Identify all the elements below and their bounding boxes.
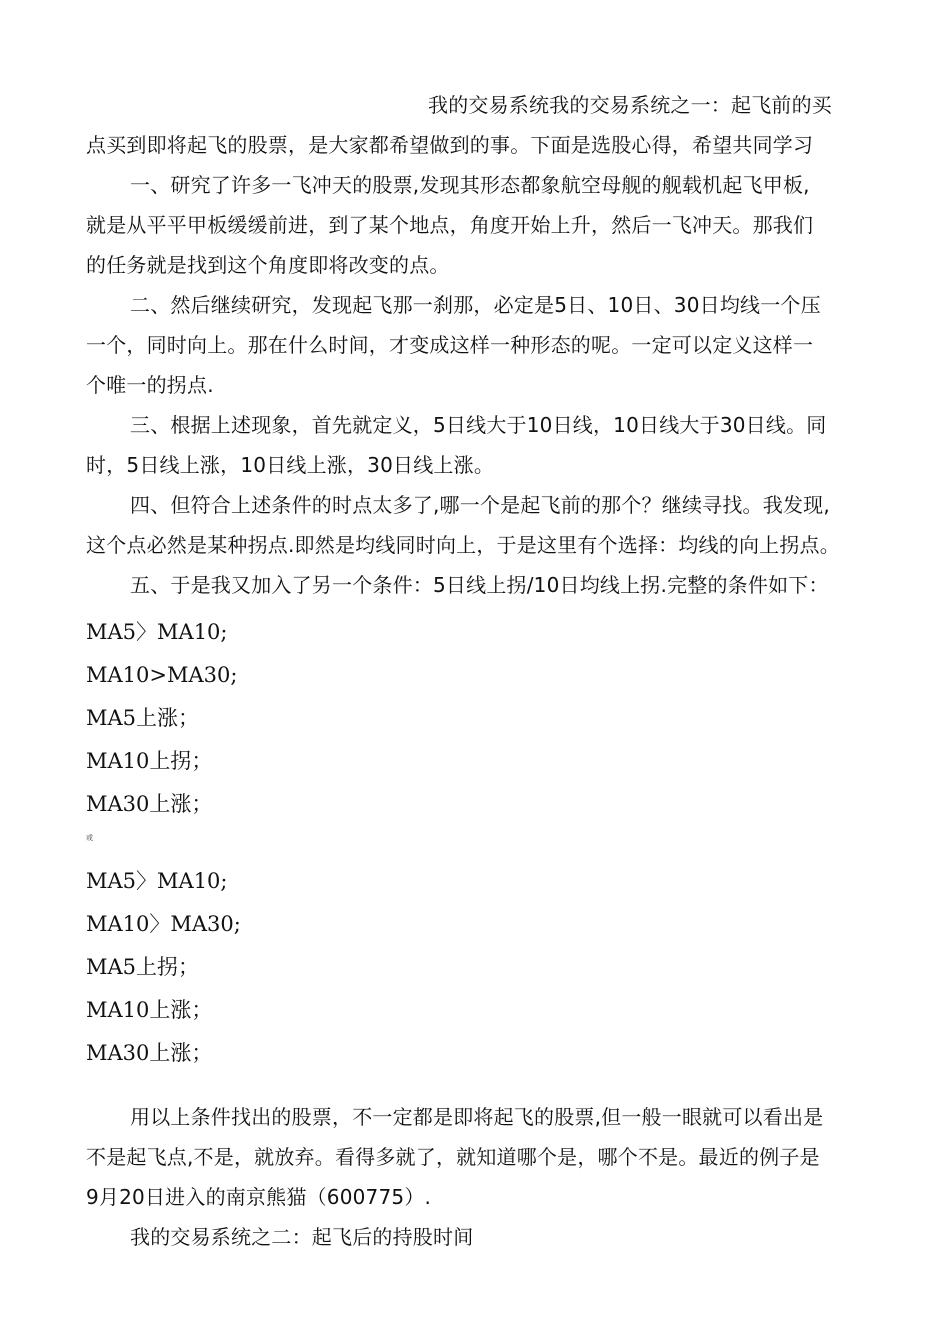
paragraph-2-line-3: 个唯一的拐点. (86, 373, 214, 397)
paragraph-3-line-1: 三、根据上述现象，首先就定义，5日线大于10日线，10日线大于30日线。同 (130, 413, 827, 437)
condition-b-1: MA5〉MA10; (86, 869, 228, 893)
section-two-title: 我的交易系统之二：起飞后的持股时间 (130, 1225, 474, 1249)
conclusion-line-3: 9月20日进入的南京熊猫（600775）. (86, 1185, 432, 1209)
conclusion-line-1: 用以上条件找出的股票，不一定都是即将起飞的股票,但一般一眼就可以看出是 (130, 1105, 824, 1129)
paragraph-1-line-1: 一、研究了许多一飞冲天的股票,发现其形态都象航空母舰的舰载机起飞甲板, (130, 173, 810, 197)
condition-a-3: MA5上涨； (86, 706, 200, 730)
condition-a-1: MA5〉MA10; (86, 620, 228, 644)
separator-or: 或 (86, 834, 93, 842)
conclusion-line-2: 不是起飞点,不是，就放弃。看得多就了，就知道哪个是，哪个不是。最近的例子是 (86, 1145, 820, 1169)
paragraph-2-line-2: 一个，同时向上。那在什么时间，才变成这样一种形态的呢。一定可以定义这样一 (86, 333, 814, 357)
paragraph-1-line-2: 就是从平平甲板缓缓前进，到了某个地点，角度开始上升，然后一飞冲天。那我们 (86, 213, 814, 237)
condition-b-5: MA30上涨； (86, 1041, 213, 1065)
condition-b-3: MA5上拐； (86, 955, 200, 979)
condition-a-4: MA10上拐； (86, 749, 213, 773)
paragraph-2-line-1: 二、然后继续研究，发现起飞那一刹那，必定是5日、10日、30日均线一个压 (130, 293, 821, 317)
paragraph-4-line-1: 四、但符合上述条件的时点太多了,哪一个是起飞前的那个？继续寻找。我发现, (130, 493, 830, 517)
intro-line: 点买到即将起飞的股票，是大家都希望做到的事。下面是选股心得，希望共同学习 (86, 133, 814, 157)
header-line: 我的交易系统我的交易系统之一：起飞前的买 (428, 93, 832, 117)
condition-b-2: MA10〉MA30; (86, 912, 241, 936)
paragraph-4-line-2: 这个点必然是某种拐点.即然是均线同时向上，于是这里有个选择：均线的向上拐点。 (86, 533, 840, 557)
condition-a-2: MA10>MA30; (86, 663, 238, 687)
paragraph-3-line-2: 时，5日线上涨，10日线上涨，30日线上涨。 (86, 453, 495, 477)
paragraph-5-line-1: 五、于是我又加入了另一个条件：5日线上拐/10日均线上拐.完整的条件如下： (130, 573, 829, 597)
condition-a-5: MA30上涨； (86, 792, 213, 816)
condition-b-4: MA10上涨； (86, 998, 213, 1022)
paragraph-1-line-3: 的任务就是找到这个角度即将改变的点。 (86, 253, 450, 277)
